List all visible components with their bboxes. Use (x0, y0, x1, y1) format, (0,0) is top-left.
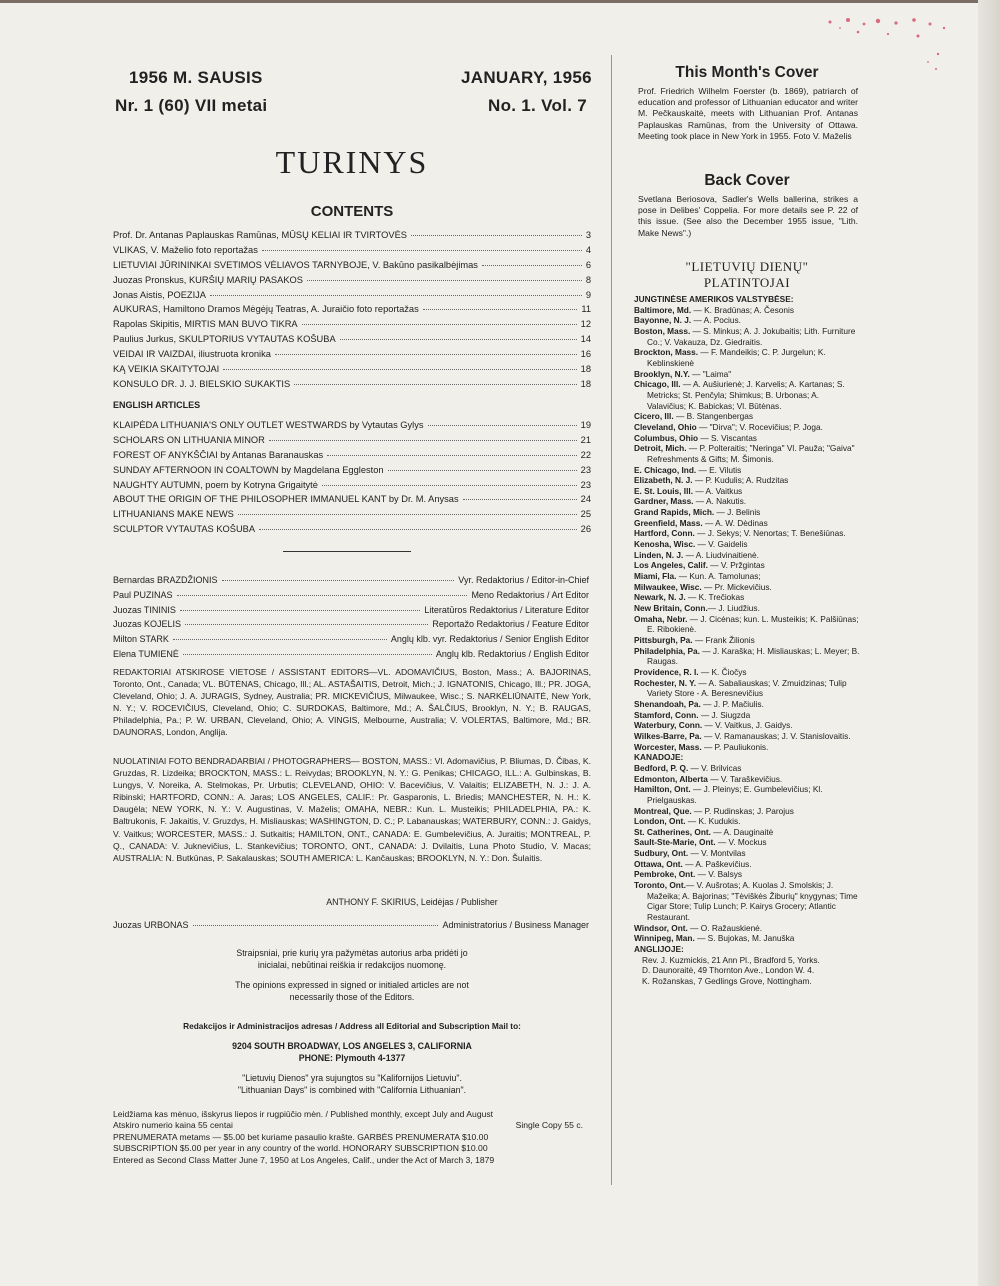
distributor-names: — V. Balsys (695, 869, 743, 880)
distributor-entry (634, 571, 860, 582)
merge-note-en: "Lithuanian Days" is combined with "California Lithuanian". (237, 1085, 467, 1095)
distributor-names: — "Dirva"; V. Rocevičius; P. Joga. (696, 421, 823, 432)
publication-block (113, 1109, 591, 1166)
distributor-names: — J. Pleinys; E. Gumbelevičius; Kl. Prielgauskas. (647, 784, 823, 805)
distributor-city: Cicero, Ill. (634, 411, 674, 422)
distributor-names: — E. Vilutis (696, 464, 742, 475)
distributor-names: — K. Čiočys (698, 666, 747, 677)
page-edge-shadow (978, 0, 1000, 1286)
dot-leader (340, 339, 577, 340)
distributor-entry (634, 816, 860, 827)
toc-entry-row (113, 275, 591, 290)
distributor-names: — V. Montvilas (688, 848, 746, 859)
staff-entry-title: Bernardas BRAZDŽIONIS (113, 575, 218, 585)
distributor-names: — S. Bujokas, M. Januška (694, 933, 795, 944)
distributor-names: — V. Taraškevičius. (707, 773, 783, 784)
english-toc-entry-row (113, 509, 591, 524)
distributor-city: Winnipeg, Man. (634, 933, 695, 944)
toc-entry-page: 12 (580, 319, 591, 330)
distributor-address: D. Daunoraitė, 49 Thornton Ave., London W. 4. (642, 965, 815, 976)
single-copy-en: Single Copy 55 c. (515, 1120, 583, 1131)
distributor-entry (634, 742, 860, 753)
dot-leader (275, 354, 577, 355)
distributor-entry (634, 411, 860, 422)
issue-date-lt: 1956 M. SAUSIS (129, 68, 263, 87)
dot-leader (180, 610, 421, 611)
dot-leader (262, 250, 582, 251)
distributor-entry (634, 326, 860, 347)
assistant-editors: REDAKTORIAI ATSKIROSE VIETOSE / ASSISTANT EDITORS—VL. ADOMAVIČIUS, Boston, Mass.; A. BAJORINAS, Toronto, Ont., Canada; VL. BŪTĖNAS, Chicago, Ill.; AL. ASTAŠAITIS, Detroit, Mich.; J. IGNATONIS, Chicago, Ill.; PR. JOGA, Cleveland, Ohio; J. A. JURAGIS, Sydney, Australia; PR. MICKEVIČIUS, Milwaukee, Wisc.; S. NARKĖLIŪNAITĖ, New York, N. Y.; V. ROCEVIČIUS, Cleveland, Ohio; C. SURDOKAS, Baltimore, Md.; A. ŠALČIUS, Brooklyn, N. Y.; B. RAUGAS, Philadelphia, Pa.; P. W. URBAN, Cleveland, Ohio; A. VINGIS, Melbourne, Australia; V. VOLERTAS, Baltimore, Md.; BR. DAUNORAS, London, Anglija. (113, 667, 591, 738)
distributor-entry (634, 550, 860, 561)
distributor-region-heading: JUNGTINĖSE AMERIKOS VALSTYBĖSE: (634, 294, 794, 304)
distributor-entry (634, 539, 860, 550)
photographers: NUOLATINIAI FOTO BENDRADARBIAI / PHOTOGRAPHERS— BOSTON, MASS.: Vl. Adomavičius, P. Bliumas, D. Čibas, K. Gruzdas, R. Lizdeika; BROCKTON, MASS.: L. Reivydas; BROOKLYN, N. Y.: G. Penikas; CHICAGO, ILL.: A. Gulbinskas, B. Lungys, V. Noreika, A. Stelmokas, Pr. Urbutis; CLEVELAND, OHIO: V. Bacevičius, V. Valaitis; ELIZABETH, N. J.: J. A. Ribinski; HARTFORD, CONN.: A. Jaras; LOS ANGELES, CALIF.: Pr. Gasparonis, L. Briedis; MANCHESTER, N. H.: K. Daugėla; NEW YORK, N. Y.: V. Augustinas, V. Maželis; OMAHA, NEBR.: Kun. L. Musteikis; PHILADELPHIA, PA.: K. Baltrukonis, F. Jakaitis, V. Gruzdys, H. Misliauskas; WASHINGTON, D. C.; P. Labanauskas; WATERBURY, CONN.: J. Gaidys, V. Vaitkus; WORCESTER, MASS.: J. Sutkaitis; HAMILTON, ONT., CANADA: E. Gumbelevičius, A. Juraitis; MONTREAL, P. Q., CANADA: V. Juknevičius, L. Stankevičius; TORONTO, ONT., CANADA: J. Dvilaitis, Luna Photo Studio, V. Macas; AUSTRALIA: N. Butkūnas, P. Sakalauskas; SOUTH AMERICA: L. Kančauskas; BROOKLYN, N. Y.: Don. Šulaitis. (113, 756, 591, 863)
dot-leader (411, 235, 582, 236)
distributors-title-1: "LIETUVIŲ DIENŲ" (685, 259, 809, 274)
english-toc-entry-title: ABOUT THE ORIGIN OF THE PHILOSOPHER IMMANUEL KANT by Dr. M. Anysas (113, 494, 459, 505)
distributor-entry (634, 465, 860, 476)
dot-leader (269, 440, 577, 441)
english-toc-entry-title: KLAIPĖDA LITHUANIA'S ONLY OUTLET WESTWARDS by Vytautas Gylys (113, 420, 424, 430)
distributors-title-2: PLATINTOJAI (703, 275, 791, 290)
toc-entry-row (113, 349, 591, 364)
distributor-entry (634, 710, 860, 721)
dot-leader (173, 639, 387, 640)
distributor-entry (634, 806, 860, 817)
distributor-city: Providence, R. I. (634, 666, 699, 677)
distributor-entry (634, 518, 860, 529)
distributor-city: Sault-Ste-Marie, Ont. (634, 837, 716, 848)
dot-leader (322, 485, 577, 486)
staff-entry-row (113, 590, 589, 605)
publisher-line: ANTHONY F. SKIRIUS, Leidėjas / Publisher (326, 897, 498, 907)
notice-lt: Straipsniai, prie kurių yra pažymėtas autorius arba pridėti jo inicialai, nebūtinai reiškia ir redakcijos nuomonę. (236, 948, 468, 970)
distributor-city: Grand Rapids, Mich. (634, 507, 715, 518)
staff-entry-row (113, 634, 589, 649)
distributor-entry (634, 305, 860, 316)
dot-leader (423, 309, 578, 310)
english-toc-entry-title: SUNDAY AFTERNOON IN COALTOWN by Magdelana Eggleston (113, 464, 384, 475)
distributor-city: Ottawa, Ont. (634, 858, 683, 869)
distributor-city: Philadelphia, Pa. (634, 645, 700, 656)
toc-entry-page: 3 (585, 230, 591, 240)
distributor-city: Windsor, Ont. (634, 922, 688, 933)
distributor-entry (634, 933, 860, 944)
distributor-names: — V. Mockus (715, 837, 767, 848)
single-copy-row (113, 1120, 591, 1131)
subscription-lt: PRENUMERATA metams — $5.00 bet kuriame pasaulio krašte. GARBĖS PRENUMERATA $10.00 (113, 1131, 489, 1142)
staff-entry-title: Juozas TININIS (113, 604, 176, 615)
distributor-names: — O. Ražauskienė. (687, 922, 763, 933)
staff-entry-page: Reportažo Redaktorius / Feature Editor (432, 619, 589, 630)
toc-entry-row (113, 290, 591, 305)
dot-leader (428, 425, 577, 426)
distributor-names: — A. W. Dėdinas (702, 517, 768, 528)
toc-entry-title: Jonas Aistis, POEZIJA (113, 289, 207, 300)
distributor-city: Los Angeles, Calif. (634, 560, 708, 571)
english-toc-entry-row (113, 494, 591, 509)
distributor-entry (634, 486, 860, 497)
distributor-names: — F. Mandeikis; C. P. Jurgelun; K. Keblinskienė (647, 347, 826, 368)
business-manager-row (113, 920, 589, 935)
distributor-names: — A. Nakutis. (693, 496, 747, 507)
distributor-entry (634, 507, 860, 518)
toc-entry-title: Rapolas Skipitis, MIRTIS MAN BUVO TIKRA (113, 319, 298, 330)
distributor-city: New Britain, Conn. (634, 603, 708, 614)
lithuanian-toc (113, 230, 591, 394)
contents-heading: CONTENTS (310, 203, 394, 220)
distributor-city: Pittsburgh, Pa. (634, 635, 693, 645)
dot-leader (463, 499, 577, 500)
address-heading: Redakcijos ir Administracijos adresas / Address all Editorial and Subscription Mail to: (183, 1021, 521, 1031)
distributor-city: Linden, N. J. (634, 549, 684, 560)
distributor-entry (634, 667, 860, 678)
dot-leader (302, 324, 577, 325)
dot-leader (307, 280, 582, 281)
distributor-entry (634, 315, 860, 326)
distributor-names: — B. Stangenbergas (673, 411, 753, 422)
english-toc-entry-row (113, 524, 591, 539)
toc-entry-page: 14 (580, 334, 591, 345)
distributor-city: Worcester, Mass. (634, 741, 702, 752)
distributor-city: Columbus, Ohio (634, 432, 699, 443)
cover-text: Prof. Friedrich Wilhelm Foerster (b. 1869), patriarch of education and professor of Lithuanian educator and writer M. Pečkauskaitė, meets with Lithuanian Prof. Antanas Paplauskas Ramūnas, from the University of Ottawa. Meeting took place in New York in 1955. Foto V. Maželis (638, 86, 858, 141)
toc-entry-title: VEIDAI IR VAIZDAI, iliustruota kronika (113, 349, 271, 360)
distributor-entry (634, 859, 860, 870)
english-toc-entry-title: FOREST OF ANYKŠČIAI by Antanas Baranauskas (113, 449, 324, 460)
toc-entry-page: 16 (580, 349, 591, 360)
toc-entry-page: 8 (585, 274, 591, 285)
toc-entry-page: 6 (585, 259, 591, 270)
distributor-city: Edmonton, Alberta (634, 773, 708, 784)
page-title: TURINYS (275, 144, 429, 180)
distributor-entry (634, 433, 860, 444)
distributor-names: — A. Paškevičius. (682, 858, 752, 869)
staff-entry-row (113, 575, 589, 590)
dot-leader (259, 529, 577, 530)
distributor-names: — "Laima" (689, 368, 732, 379)
english-toc-entry-row (113, 465, 591, 480)
dot-leader (294, 384, 576, 385)
distributor-entry (634, 582, 860, 593)
distributor-city: Baltimore, Md. (634, 304, 692, 315)
business-manager-name: Juozas URBONAS (113, 920, 189, 930)
english-toc-entry-page: 25 (580, 509, 591, 520)
toc-entry-page: 18 (580, 378, 591, 389)
staff-entry-page: Literatūros Redaktorius / Literature Editor (424, 604, 589, 615)
single-copy-lt: Atskiro numerio kaina 55 centai (113, 1120, 233, 1131)
distributor-city: Bedford, P. Q. (634, 762, 689, 773)
english-toc-entry-row (113, 480, 591, 495)
staff-entry-page: Meno Redaktorius / Art Editor (471, 589, 589, 600)
distributor-names: — P. Kudulis; A. Rudzitas (692, 475, 789, 486)
distributor-entry (634, 635, 860, 646)
distributor-entry (634, 731, 860, 742)
distributor-city: Boston, Mass. (634, 325, 691, 336)
distributor-names: — P. Rudinskas; J. Parojus (691, 805, 794, 816)
english-toc-entry-title: SCHOLARS ON LITHUANIA MINOR (113, 434, 265, 445)
toc-entry-row (113, 245, 591, 260)
distributor-entry (634, 379, 860, 411)
distributor-entry (634, 369, 860, 380)
staff-list (113, 575, 589, 664)
english-toc-entry-page: 23 (580, 479, 591, 490)
staff-entry-page: Vyr. Redaktorius / Editor-in-Chief (458, 575, 589, 585)
distributor-city: Bayonne, N. J. (634, 315, 692, 326)
distributor-names: — J. Belinis (714, 507, 761, 518)
toc-entry-row (113, 364, 591, 379)
staff-entry-title: Juozas KOJELIS (113, 619, 182, 630)
staff-entry-row (113, 649, 589, 664)
distributor-city: Kenosha, Wisc. (634, 539, 696, 550)
english-toc-entry-page: 23 (580, 464, 591, 475)
toc-entry-title: AUKURAS, Hamiltono Dramos Mėgėjų Teatras, A. Juraičio foto reportažas (113, 304, 419, 315)
address: 9204 SOUTH BROADWAY, LOS ANGELES 3, CALIFORNIA (232, 1041, 472, 1051)
toc-entry-page: 18 (580, 364, 591, 375)
english-toc-entry-page: 22 (580, 449, 591, 460)
cover-section (634, 64, 860, 142)
distributor-names: — Frank Žilionis (692, 635, 755, 645)
issue-number-en: No. 1. Vol. 7 (488, 96, 587, 115)
dot-leader (388, 470, 577, 471)
staff-entry-row (113, 605, 589, 620)
distributor-city: Shenandoah, Pa. (634, 698, 701, 709)
distributor-entry (634, 592, 860, 603)
english-toc-entry-row (113, 420, 591, 435)
distributor-names: — A. Liudvinaitienė. (683, 549, 759, 560)
toc-entry-row (113, 260, 591, 275)
distributor-city: Sudbury, Ont. (634, 848, 689, 859)
distributor-entry (634, 528, 860, 539)
distributor-entry (634, 784, 860, 805)
distributor-names: — A. Sabaliauskas; V. Zmuidzinas; Tulip Variety Store - A. Beresnevičius (647, 677, 847, 699)
distributor-names: — Pr. Mickevičius. (701, 581, 772, 592)
dot-leader (183, 654, 432, 655)
issue-number-lt: Nr. 1 (60) VII metai (115, 96, 268, 115)
top-edge-rule (0, 0, 1000, 3)
distributor-names: — Kun. A. Tamolunas; (676, 571, 761, 582)
dot-leader (482, 265, 582, 266)
distributor-names: — S. Minkus; A. J. Jokubaitis; Lith. Furniture Co.; V. Vakauza, Dz. Giedraitis. (647, 325, 856, 347)
english-toc-entry-page: 24 (580, 494, 591, 505)
distributor-city: Hartford, Conn. (634, 528, 695, 539)
distributor-entry (634, 869, 860, 880)
english-articles-heading: ENGLISH ARTICLES (113, 400, 201, 410)
dot-leader (238, 514, 577, 515)
distributor-city: Newark, N. J. (634, 592, 686, 603)
distributor-entry (634, 848, 860, 859)
distributor-entry (634, 880, 860, 923)
toc-entry-title: Paulius Jurkus, SKULPTORIUS VYTAUTAS KOŠUBA (113, 334, 336, 345)
toc-entry-title: VLIKAS, V. Maželio foto reportažas (113, 244, 258, 255)
distributor-names: — V. Pržgintas (707, 560, 765, 571)
distributor-names: — J. Liudžius. (707, 603, 760, 614)
distributor-entry (634, 678, 860, 699)
distributor-names: — V. Brilvicas (688, 762, 742, 773)
distributor-city: Gardner, Mass. (634, 496, 694, 507)
distributor-city: Chicago, Ill. (634, 379, 681, 390)
back-cover-heading: Back Cover (704, 172, 790, 189)
distributor-names: — S. Viscantas (698, 432, 757, 443)
staff-entry-page: Anglų klb. vyr. Redaktorius / Senior English Editor (390, 634, 589, 645)
toc-entry-row (113, 379, 591, 394)
distributor-city: St. Catherines, Ont. (634, 826, 711, 837)
toc-entry-title: KĄ VEIKIA SKAITYTOJAI (113, 364, 220, 375)
distributors-list (634, 294, 860, 987)
english-toc-entry-title: LITHUANIANS MAKE NEWS (113, 509, 234, 520)
staff-entry-title: Milton STARK (113, 634, 169, 645)
english-toc-entry-title: SCULPTOR VYTAUTAS KOŠUBA (113, 524, 256, 535)
distributor-names: — K. Kudukis. (685, 816, 741, 827)
distributor-city: Omaha, Nebr. (634, 613, 688, 624)
notice-en: The opinions expressed in signed or initialed articles are not necessarily those of the Editors. (235, 980, 469, 1002)
distributor-city: Brockton, Mass. (634, 347, 699, 358)
distributor-city: Elizabeth, N. J. (634, 475, 693, 486)
distributor-entry (634, 614, 860, 635)
distributor-region-heading: ANGLIJOJE: (634, 944, 684, 955)
dot-leader (185, 624, 428, 625)
distributor-city: Greenfield, Mass. (634, 517, 703, 528)
distributor-city: Detroit, Mich. (634, 443, 687, 454)
distributor-names: — A. Dauginaitė (711, 826, 774, 837)
toc-entry-row (113, 304, 591, 319)
distributor-entry (634, 827, 860, 838)
distributor-names: — K. Trečiokas (685, 592, 745, 603)
distributor-entry (634, 763, 860, 774)
publication-note: Leidžiama kas mėnuo, išskyrus liepos ir rugpiūčio mėn. / Published monthly, except July and August (113, 1109, 494, 1119)
distributor-city: Waterbury, Conn. (634, 720, 703, 731)
distributor-city: E. Chicago, Ind. (634, 464, 697, 475)
english-toc (113, 420, 591, 539)
distributor-city: Toronto, Ont. (634, 880, 686, 891)
entered-note: Entered as Second Class Matter June 7, 1950 at Los Angeles, Calif., under the Act of March 3, 1879 (113, 1154, 495, 1165)
toc-entry-page: 4 (585, 244, 591, 255)
distributor-entry (634, 720, 860, 731)
english-toc-entry-title: NAUGHTY AUTUMN, poem by Kotryna Grigaitytė (113, 479, 318, 490)
staff-entry-title: Paul PUZINAS (113, 589, 173, 600)
toc-entry-page: 11 (581, 304, 591, 315)
section-divider (283, 551, 411, 552)
distributor-city: Brooklyn, N.Y. (634, 368, 690, 379)
distributor-city: Wilkes-Barre, Pa. (634, 730, 702, 741)
distributor-city: E. St. Louis, Ill. (634, 485, 694, 496)
dot-leader (177, 595, 468, 596)
english-toc-entry-page: 21 (580, 434, 591, 445)
distributor-entry (634, 496, 860, 507)
back-cover-text: Svetlana Beriosova, Sadler's Wells ballerina, strikes a pose in Delibes' Coppelia. For more details see P. 22 of this issue. (See also the December 1955 issue, "Lith. Make News".) (638, 194, 858, 238)
distributor-entry (634, 774, 860, 785)
distributor-names: — J. P. Mačiulis. (700, 698, 764, 709)
distributor-entry (634, 347, 860, 368)
distributor-names: — J. Cicėnas; kun. L. Musteikis; K. Palšiūnas; E. Ribokienė. (647, 613, 859, 635)
business-manager-role: Administratorius / Business Manager (442, 920, 589, 930)
distributor-names: — A. Aušiurienė; J. Karvelis; A. Kartanas; S. Metricks; St. Penčyla; Shimkus; B. Urbonas; A. Valavičius; K. Babickas; Vl. Būtėnas. (647, 379, 845, 411)
distributor-address: Rev. J. Kuzmickis, 21 Ann Pl., Bradford 5, Yorks. (642, 954, 820, 965)
distributor-entry (634, 699, 860, 710)
toc-entry-page: 9 (585, 289, 591, 300)
distributor-names: — V. Aušrotas; A. Kuolas J. Smolskis; J. Mažeika; A. Bajorinas; "Tėviškės Žiburių" knygynas; Time Cigar Store; Tulip Lunch; P. Kairys Grocery; Atlantic Restaurant. (647, 880, 858, 923)
dot-leader (193, 925, 439, 926)
distributor-city: Miami, Fla. (634, 571, 677, 582)
distributor-names: — P. Polteraitis; "Neringa" Vl. Pauža; "Gaiva" Refreshments & Gifts; M. Šimonis. (647, 443, 855, 464)
subscription-en: SUBSCRIPTION $5.00 per year in any country of the world. HONORARY SUBSCRIPTION $10.00 (113, 1143, 488, 1154)
staff-entry-page: Anglų klb. Redaktorius / English Editor (435, 648, 589, 659)
distributor-names: — J. Sekys; V. Nenortas; T. Benešiūnas. (694, 528, 846, 539)
phone: PHONE: Plymouth 4-1377 (298, 1053, 406, 1063)
distributor-entry (634, 837, 860, 848)
distributor-entry (634, 443, 860, 464)
distributor-city: Hamilton, Ont. (634, 784, 691, 795)
issue-date-en: JANUARY, 1956 (461, 68, 592, 87)
distributor-city: Montreal, Que. (634, 805, 692, 816)
distributor-city: Rochester, N. Y. (634, 677, 697, 688)
distributor-names: — A. Vaitkus (693, 485, 743, 496)
staff-entry-title: Elena TUMIENĖ (113, 648, 179, 659)
distributor-entry (634, 422, 860, 433)
toc-entry-title: KONSULO DR. J. J. BIELSKIO SUKAKTIS (113, 378, 291, 389)
distributor-city: Stamford, Conn. (634, 709, 699, 720)
merge-note-lt: "Lietuvių Dienos" yra sujungtos su "Kalifornijos Lietuviu". (242, 1073, 462, 1083)
english-toc-entry-row (113, 435, 591, 450)
distributor-entry (634, 560, 860, 571)
english-toc-entry-page: 19 (580, 420, 591, 430)
toc-entry-row (113, 334, 591, 349)
distributor-city: London, Ont. (634, 816, 686, 827)
distributor-region-heading: KANADOJE: (634, 752, 684, 763)
english-toc-entry-row (113, 450, 591, 465)
back-cover-section (634, 172, 860, 239)
toc-entry-title: Juozas Pronskus, KURŠIŲ MARIŲ PASAKOS (113, 274, 303, 285)
distributor-entry (634, 923, 860, 934)
distributor-city: Pembroke, Ont. (634, 869, 696, 880)
dot-leader (210, 295, 582, 296)
english-toc-entry-page: 26 (580, 524, 591, 535)
distributor-names: — J. Karaška; H. Misliauskas; L. Meyer; B. Raugas. (647, 645, 860, 667)
toc-entry-title: LIETUVIAI JŪRININKAI SVETIMOS VĖLIAVOS TARNYBOJE, V. Bakūno pasikalbėjimas (113, 259, 478, 270)
dot-leader (223, 369, 576, 370)
distributor-address: K. Rožanskas, 7 Gedlings Grove, Nottingham. (642, 976, 812, 986)
toc-entry-row (113, 319, 591, 334)
distributor-entry (634, 603, 860, 614)
distributor-city: Cleveland, Ohio (634, 421, 697, 432)
distributor-names: — V. Gaidelis (695, 539, 748, 550)
distributor-names: — V. Vaitkus, J. Gaidys. (702, 720, 793, 731)
distributor-names: — K. Bradūnas; A. Česonis (691, 304, 795, 315)
distributor-names: — J. Siugzda (698, 709, 751, 720)
column-divider (611, 55, 612, 1185)
distributor-names: — A. Pocius. (691, 315, 741, 326)
toc-entry-row (113, 230, 591, 245)
toc-entry-title: Prof. Dr. Antanas Paplauskas Ramūnas, MŪSŲ KELIAI IR TVIRTOVĖS (113, 230, 408, 240)
dot-leader (327, 455, 577, 456)
dot-leader (222, 580, 455, 581)
distributor-entry (634, 475, 860, 486)
cover-heading: This Month's Cover (675, 64, 819, 81)
staff-entry-row (113, 619, 589, 634)
distributor-entry (634, 646, 860, 667)
distributor-names: — P. Pauliukonis. (701, 741, 769, 752)
distributor-city: Milwaukee, Wisc. (634, 581, 702, 592)
distributor-names: — V. Ramanauskas; J. V. Stanislovaitis. (701, 730, 851, 741)
